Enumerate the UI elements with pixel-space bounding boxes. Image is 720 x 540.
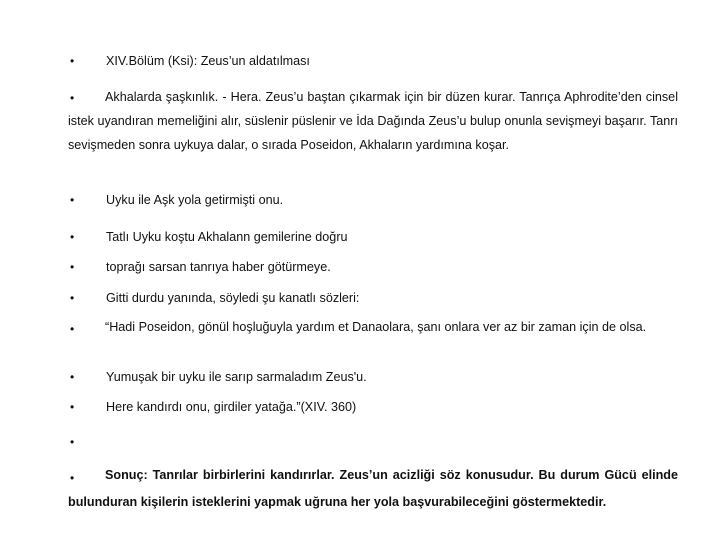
bullet-marker: • bbox=[70, 322, 75, 336]
bullet-marker: • bbox=[70, 471, 75, 485]
verse-line: Tatlı Uyku koştu Akhalann gemilerine doğru bbox=[106, 230, 348, 244]
bullet-marker: • bbox=[70, 91, 75, 105]
conclusion-paragraph bbox=[68, 462, 678, 516]
verse-line: Uyku ile Aşk yola getirmişti onu. bbox=[106, 193, 284, 207]
quote-text: “Hadi Poseidon, gönül hoşluğuyla yardım et Danaolara, şanı onlara ver az bir zaman için de olsa. bbox=[105, 320, 647, 334]
bullet-marker: • bbox=[70, 193, 75, 207]
chapter-heading: XIV.Bölüm (Ksi): Zeus’un aldatılması bbox=[106, 54, 310, 68]
conclusion-text: Sonuç: Tanrılar birbirlerini kandırırlar. Zeus’un acizliği söz konusudur. Bu durum Gücü elinde bulunduran kişilerin isteklerini yapmak uğruna her yola başvurabileceğini göstermektedir. bbox=[68, 468, 678, 509]
summary-text: Akhalarda şaşkınlık. - Hera. Zeus’u baştan çıkarmak için bir düzen kurar. Tanrıça Aphrodite’den cinsel istek uyandıran memeliğini alır, süslenir püslenir ve İda Dağında Zeus’u bulup onunla sevişmeyi başarır. Tanrı sevişmeden sonra uykuya dalar, o sırada Poseidon, Akhaların yardımına koşar. bbox=[68, 90, 678, 152]
bullet-marker: • bbox=[70, 400, 75, 414]
verse-line: Yumuşak bir uyku ile sarıp sarmaladım Zeus'u. bbox=[106, 370, 367, 384]
bullet-marker: • bbox=[70, 54, 75, 68]
bullet-marker: • bbox=[70, 260, 75, 274]
bullet-marker: • bbox=[70, 230, 75, 244]
bullet-marker: • bbox=[70, 291, 75, 305]
verse-line: Gitti durdu yanında, söyledi şu kanatlı sözleri: bbox=[106, 291, 360, 305]
verse-line: toprağı sarsan tanrıya haber götürmeye. bbox=[106, 260, 331, 274]
summary-paragraph bbox=[68, 85, 678, 157]
bullet-marker: • bbox=[70, 370, 75, 384]
bullet-marker: • bbox=[70, 435, 75, 449]
quote-paragraph bbox=[68, 317, 678, 337]
verse-line: Here kandırdı onu, girdiler yatağa.”(XIV. 360) bbox=[106, 400, 357, 414]
